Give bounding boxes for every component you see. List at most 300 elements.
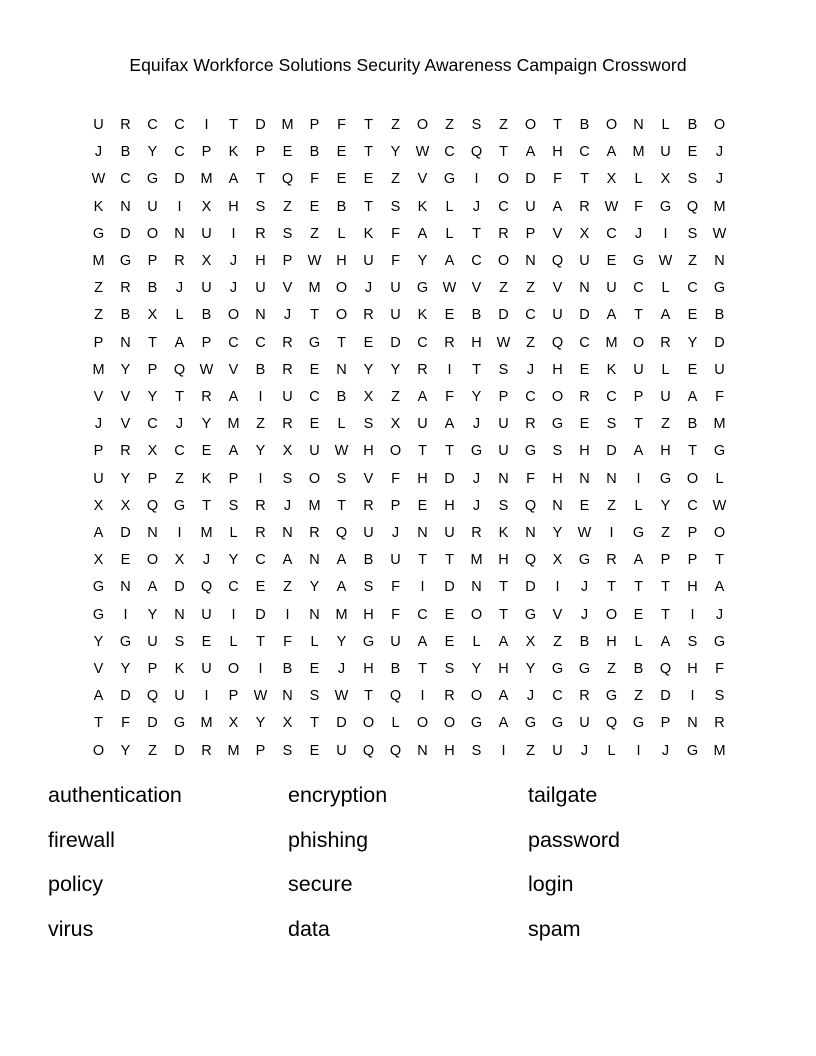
- letter-cell[interactable]: S: [363, 579, 374, 596]
- letter-cell[interactable]: R: [255, 225, 266, 242]
- letter-cell[interactable]: X: [120, 497, 131, 514]
- letter-cell[interactable]: R: [444, 334, 455, 351]
- letter-cell[interactable]: Z: [607, 661, 616, 678]
- letter-cell[interactable]: T: [256, 171, 265, 188]
- letter-cell[interactable]: P: [390, 497, 401, 514]
- word-list-item[interactable]: policy: [48, 872, 103, 896]
- letter-cell[interactable]: S: [498, 361, 509, 378]
- letter-cell[interactable]: A: [714, 579, 725, 596]
- letter-cell[interactable]: T: [688, 443, 697, 460]
- letter-cell[interactable]: S: [498, 497, 509, 514]
- letter-cell[interactable]: N: [282, 688, 293, 705]
- letter-cell[interactable]: G: [119, 633, 132, 650]
- letter-cell[interactable]: D: [579, 307, 590, 324]
- letter-cell[interactable]: H: [687, 579, 698, 596]
- letter-cell[interactable]: T: [94, 715, 103, 732]
- letter-cell[interactable]: L: [634, 497, 643, 514]
- letter-cell[interactable]: O: [713, 117, 726, 133]
- letter-cell[interactable]: J: [580, 742, 589, 759]
- letter-cell[interactable]: N: [120, 334, 131, 351]
- letter-cell[interactable]: G: [92, 606, 105, 623]
- letter-cell[interactable]: A: [417, 225, 428, 242]
- letter-cell[interactable]: Y: [363, 361, 374, 378]
- letter-cell[interactable]: Y: [147, 144, 158, 161]
- letter-cell[interactable]: C: [228, 579, 239, 596]
- letter-cell[interactable]: L: [472, 633, 481, 650]
- letter-cell[interactable]: W: [199, 361, 214, 378]
- letter-cell[interactable]: O: [335, 307, 348, 324]
- letter-cell[interactable]: L: [445, 198, 454, 215]
- letter-cell[interactable]: S: [471, 117, 482, 133]
- letter-cell[interactable]: H: [444, 742, 455, 759]
- letter-cell[interactable]: O: [497, 171, 510, 188]
- letter-cell[interactable]: E: [363, 334, 374, 351]
- letter-cell[interactable]: A: [228, 443, 239, 460]
- letter-cell[interactable]: O: [227, 661, 240, 678]
- letter-cell[interactable]: J: [337, 661, 346, 678]
- letter-cell[interactable]: A: [93, 688, 104, 705]
- letter-cell[interactable]: I: [258, 661, 263, 678]
- letter-cell[interactable]: U: [660, 389, 671, 406]
- letter-cell[interactable]: A: [444, 253, 455, 270]
- letter-cell[interactable]: R: [471, 525, 482, 542]
- letter-cell[interactable]: V: [228, 361, 239, 378]
- word-list-item[interactable]: data: [288, 916, 330, 941]
- letter-cell[interactable]: N: [282, 525, 293, 542]
- letter-cell[interactable]: D: [336, 715, 347, 732]
- letter-cell[interactable]: F: [391, 225, 400, 242]
- letter-cell[interactable]: E: [309, 661, 320, 678]
- letter-cell[interactable]: D: [255, 117, 266, 133]
- letter-cell[interactable]: G: [470, 715, 483, 732]
- letter-cell[interactable]: U: [390, 307, 401, 324]
- letter-cell[interactable]: O: [605, 117, 618, 133]
- letter-cell[interactable]: W: [415, 144, 430, 161]
- letter-cell[interactable]: P: [660, 552, 671, 569]
- letter-cell[interactable]: N: [525, 253, 536, 270]
- letter-cell[interactable]: C: [147, 117, 158, 133]
- letter-cell[interactable]: I: [636, 742, 641, 759]
- letter-cell[interactable]: R: [120, 280, 131, 297]
- letter-cell[interactable]: X: [93, 552, 104, 569]
- letter-cell[interactable]: I: [690, 688, 695, 705]
- letter-cell[interactable]: I: [231, 225, 236, 242]
- letter-cell[interactable]: P: [228, 688, 239, 705]
- letter-cell[interactable]: O: [497, 253, 510, 270]
- letter-cell[interactable]: T: [229, 117, 238, 133]
- letter-cell[interactable]: M: [470, 552, 483, 569]
- letter-cell[interactable]: Z: [391, 389, 400, 406]
- letter-cell[interactable]: D: [525, 579, 536, 596]
- letter-cell[interactable]: V: [282, 280, 293, 297]
- letter-cell[interactable]: Y: [390, 144, 401, 161]
- letter-cell[interactable]: H: [687, 661, 698, 678]
- letter-cell[interactable]: O: [470, 606, 483, 623]
- letter-cell[interactable]: J: [634, 225, 643, 242]
- letter-cell[interactable]: S: [282, 470, 293, 487]
- letter-cell[interactable]: G: [551, 416, 564, 433]
- letter-cell[interactable]: X: [552, 552, 563, 569]
- letter-cell[interactable]: P: [228, 470, 239, 487]
- letter-cell[interactable]: S: [687, 171, 698, 188]
- letter-cell[interactable]: S: [309, 688, 320, 705]
- letter-cell[interactable]: J: [202, 552, 211, 569]
- letter-cell[interactable]: G: [92, 579, 105, 596]
- letter-cell[interactable]: I: [177, 525, 182, 542]
- letter-cell[interactable]: D: [174, 742, 185, 759]
- letter-cell[interactable]: D: [444, 579, 455, 596]
- letter-cell[interactable]: L: [337, 416, 346, 433]
- word-list-item[interactable]: firewall: [48, 827, 115, 852]
- letter-cell[interactable]: O: [416, 117, 429, 133]
- letter-cell[interactable]: E: [309, 742, 320, 759]
- letter-cell[interactable]: W: [712, 225, 727, 242]
- letter-cell[interactable]: E: [255, 579, 266, 596]
- letter-cell[interactable]: G: [713, 633, 726, 650]
- letter-cell[interactable]: T: [418, 552, 427, 569]
- letter-cell[interactable]: Z: [94, 280, 103, 297]
- letter-cell[interactable]: L: [715, 470, 724, 487]
- letter-cell[interactable]: Z: [526, 334, 535, 351]
- letter-cell[interactable]: G: [92, 225, 105, 242]
- letter-cell[interactable]: K: [606, 361, 617, 378]
- letter-cell[interactable]: P: [687, 552, 698, 569]
- letter-cell[interactable]: Y: [201, 416, 212, 433]
- letter-cell[interactable]: C: [147, 416, 158, 433]
- letter-cell[interactable]: S: [282, 225, 293, 242]
- letter-cell[interactable]: L: [634, 171, 643, 188]
- letter-cell[interactable]: N: [498, 470, 509, 487]
- letter-cell[interactable]: H: [660, 443, 671, 460]
- letter-cell[interactable]: A: [633, 552, 644, 569]
- letter-cell[interactable]: U: [363, 525, 374, 542]
- letter-cell[interactable]: U: [336, 742, 347, 759]
- letter-cell[interactable]: R: [120, 443, 131, 460]
- letter-cell[interactable]: J: [526, 361, 535, 378]
- letter-cell[interactable]: T: [445, 443, 454, 460]
- letter-cell[interactable]: S: [552, 443, 563, 460]
- letter-cell[interactable]: V: [93, 661, 104, 678]
- letter-cell[interactable]: D: [147, 715, 158, 732]
- letter-cell[interactable]: D: [525, 171, 536, 188]
- letter-cell[interactable]: K: [93, 198, 104, 215]
- letter-cell[interactable]: T: [499, 579, 508, 596]
- letter-cell[interactable]: Z: [283, 579, 292, 596]
- letter-cell[interactable]: A: [498, 633, 509, 650]
- letter-cell[interactable]: S: [390, 198, 401, 215]
- letter-cell[interactable]: Y: [120, 470, 131, 487]
- letter-cell[interactable]: J: [472, 198, 481, 215]
- letter-cell[interactable]: F: [634, 198, 643, 215]
- letter-cell[interactable]: I: [258, 389, 263, 406]
- letter-cell[interactable]: U: [444, 525, 455, 542]
- letter-cell[interactable]: Q: [605, 715, 618, 732]
- letter-cell[interactable]: A: [336, 552, 347, 569]
- letter-cell[interactable]: N: [471, 579, 482, 596]
- letter-cell[interactable]: Z: [148, 742, 157, 759]
- letter-cell[interactable]: J: [94, 416, 103, 433]
- letter-cell[interactable]: A: [687, 389, 698, 406]
- letter-cell[interactable]: G: [632, 525, 645, 542]
- letter-cell[interactable]: F: [391, 579, 400, 596]
- letter-cell[interactable]: C: [525, 307, 536, 324]
- letter-cell[interactable]: B: [336, 389, 347, 406]
- letter-cell[interactable]: E: [309, 416, 320, 433]
- letter-cell[interactable]: T: [634, 579, 643, 596]
- letter-cell[interactable]: L: [661, 361, 670, 378]
- letter-cell[interactable]: T: [553, 117, 562, 133]
- letter-cell[interactable]: Y: [93, 633, 104, 650]
- letter-cell[interactable]: I: [177, 198, 182, 215]
- letter-cell[interactable]: H: [471, 334, 482, 351]
- letter-cell[interactable]: P: [147, 253, 158, 270]
- letter-cell[interactable]: N: [309, 552, 320, 569]
- letter-cell[interactable]: A: [228, 171, 239, 188]
- letter-cell[interactable]: R: [363, 497, 374, 514]
- letter-cell[interactable]: J: [715, 171, 724, 188]
- letter-cell[interactable]: T: [202, 497, 211, 514]
- letter-cell[interactable]: C: [174, 443, 185, 460]
- letter-cell[interactable]: Y: [309, 579, 320, 596]
- letter-cell[interactable]: B: [363, 552, 374, 569]
- letter-cell[interactable]: Q: [200, 579, 213, 596]
- letter-cell[interactable]: Z: [607, 497, 616, 514]
- letter-cell[interactable]: N: [174, 606, 185, 623]
- letter-cell[interactable]: Z: [310, 225, 319, 242]
- letter-cell[interactable]: K: [228, 144, 239, 161]
- letter-cell[interactable]: Y: [552, 525, 563, 542]
- letter-cell[interactable]: Q: [686, 198, 699, 215]
- letter-cell[interactable]: D: [120, 225, 131, 242]
- letter-cell[interactable]: R: [444, 688, 455, 705]
- letter-cell[interactable]: H: [444, 497, 455, 514]
- letter-cell[interactable]: U: [363, 253, 374, 270]
- letter-cell[interactable]: U: [255, 280, 266, 297]
- letter-cell[interactable]: X: [93, 497, 104, 514]
- letter-cell[interactable]: C: [687, 497, 698, 514]
- letter-cell[interactable]: Q: [551, 334, 564, 351]
- letter-cell[interactable]: Q: [524, 552, 537, 569]
- letter-cell[interactable]: F: [715, 661, 724, 678]
- letter-cell[interactable]: Q: [281, 171, 294, 188]
- letter-cell[interactable]: T: [634, 307, 643, 324]
- letter-cell[interactable]: P: [282, 253, 293, 270]
- letter-cell[interactable]: I: [420, 688, 425, 705]
- letter-cell[interactable]: F: [526, 470, 535, 487]
- letter-cell[interactable]: H: [363, 661, 374, 678]
- letter-cell[interactable]: P: [660, 715, 671, 732]
- letter-cell[interactable]: E: [633, 606, 644, 623]
- letter-cell[interactable]: A: [174, 334, 185, 351]
- letter-cell[interactable]: E: [336, 171, 347, 188]
- letter-cell[interactable]: C: [579, 334, 590, 351]
- letter-cell[interactable]: W: [334, 688, 349, 705]
- letter-cell[interactable]: T: [418, 443, 427, 460]
- letter-cell[interactable]: A: [336, 579, 347, 596]
- letter-cell[interactable]: J: [526, 688, 535, 705]
- letter-cell[interactable]: V: [552, 606, 563, 623]
- letter-cell[interactable]: A: [444, 416, 455, 433]
- letter-cell[interactable]: A: [498, 688, 509, 705]
- letter-cell[interactable]: B: [147, 280, 158, 297]
- letter-cell[interactable]: P: [147, 361, 158, 378]
- letter-cell[interactable]: U: [660, 144, 671, 161]
- letter-cell[interactable]: N: [417, 742, 428, 759]
- letter-cell[interactable]: S: [687, 633, 698, 650]
- letter-cell[interactable]: P: [309, 117, 320, 133]
- letter-cell[interactable]: X: [201, 198, 212, 215]
- letter-cell[interactable]: U: [147, 198, 158, 215]
- letter-cell[interactable]: Y: [525, 661, 536, 678]
- letter-cell[interactable]: B: [687, 117, 698, 133]
- letter-cell[interactable]: C: [174, 144, 185, 161]
- letter-cell[interactable]: Z: [175, 470, 184, 487]
- letter-cell[interactable]: P: [93, 334, 104, 351]
- letter-cell[interactable]: I: [285, 606, 290, 623]
- letter-cell[interactable]: C: [633, 280, 644, 297]
- letter-cell[interactable]: H: [498, 661, 509, 678]
- letter-cell[interactable]: Z: [688, 253, 697, 270]
- letter-cell[interactable]: C: [525, 389, 536, 406]
- letter-cell[interactable]: L: [337, 225, 346, 242]
- letter-cell[interactable]: J: [364, 280, 373, 297]
- letter-cell[interactable]: M: [227, 416, 240, 433]
- letter-cell[interactable]: I: [204, 117, 209, 133]
- letter-cell[interactable]: Q: [389, 688, 402, 705]
- letter-cell[interactable]: P: [498, 389, 509, 406]
- letter-cell[interactable]: Z: [256, 416, 265, 433]
- letter-cell[interactable]: N: [147, 525, 158, 542]
- letter-cell[interactable]: K: [498, 525, 509, 542]
- letter-cell[interactable]: D: [390, 334, 401, 351]
- letter-cell[interactable]: V: [93, 389, 104, 406]
- letter-cell[interactable]: L: [229, 633, 238, 650]
- letter-cell[interactable]: Z: [661, 416, 670, 433]
- letter-cell[interactable]: S: [444, 661, 455, 678]
- letter-cell[interactable]: G: [578, 661, 591, 678]
- letter-cell[interactable]: G: [443, 171, 456, 188]
- letter-cell[interactable]: U: [174, 688, 185, 705]
- letter-cell[interactable]: B: [282, 661, 293, 678]
- letter-cell[interactable]: Q: [524, 497, 537, 514]
- word-list-item[interactable]: secure: [288, 872, 353, 896]
- letter-cell[interactable]: T: [661, 579, 670, 596]
- letter-cell[interactable]: Q: [551, 253, 564, 270]
- letter-cell[interactable]: J: [580, 579, 589, 596]
- letter-cell[interactable]: R: [579, 688, 590, 705]
- letter-cell[interactable]: Q: [173, 361, 186, 378]
- letter-cell[interactable]: I: [474, 171, 479, 188]
- letter-cell[interactable]: E: [579, 497, 590, 514]
- letter-cell[interactable]: A: [552, 198, 563, 215]
- letter-cell[interactable]: O: [227, 307, 240, 324]
- letter-cell[interactable]: F: [310, 171, 319, 188]
- letter-cell[interactable]: C: [228, 334, 239, 351]
- letter-cell[interactable]: Y: [687, 334, 698, 351]
- letter-cell[interactable]: T: [661, 606, 670, 623]
- letter-cell[interactable]: W: [307, 253, 322, 270]
- letter-cell[interactable]: J: [283, 307, 292, 324]
- letter-cell[interactable]: P: [201, 334, 212, 351]
- letter-cell[interactable]: D: [255, 606, 266, 623]
- letter-cell[interactable]: N: [579, 470, 590, 487]
- letter-cell[interactable]: T: [499, 606, 508, 623]
- letter-cell[interactable]: G: [524, 443, 537, 460]
- letter-cell[interactable]: N: [255, 307, 266, 324]
- letter-cell[interactable]: A: [660, 633, 671, 650]
- letter-cell[interactable]: V: [120, 416, 131, 433]
- letter-cell[interactable]: O: [92, 742, 105, 759]
- letter-cell[interactable]: E: [444, 307, 455, 324]
- letter-cell[interactable]: I: [420, 579, 425, 596]
- letter-cell[interactable]: G: [146, 171, 159, 188]
- letter-cell[interactable]: Q: [470, 144, 483, 161]
- letter-cell[interactable]: U: [201, 280, 212, 297]
- letter-cell[interactable]: C: [444, 144, 455, 161]
- letter-cell[interactable]: U: [417, 416, 428, 433]
- letter-cell[interactable]: H: [417, 470, 428, 487]
- letter-cell[interactable]: G: [578, 552, 591, 569]
- letter-cell[interactable]: X: [606, 171, 617, 188]
- word-list-item[interactable]: phishing: [288, 827, 369, 852]
- letter-cell[interactable]: N: [120, 198, 131, 215]
- letter-cell[interactable]: U: [309, 443, 320, 460]
- letter-cell[interactable]: C: [255, 334, 266, 351]
- letter-cell[interactable]: K: [174, 661, 185, 678]
- letter-cell[interactable]: B: [255, 361, 266, 378]
- letter-cell[interactable]: T: [364, 144, 373, 161]
- letter-cell[interactable]: J: [661, 742, 670, 759]
- letter-cell[interactable]: B: [687, 416, 698, 433]
- letter-cell[interactable]: Z: [553, 633, 562, 650]
- letter-cell[interactable]: R: [579, 198, 590, 215]
- letter-cell[interactable]: A: [228, 389, 239, 406]
- letter-cell[interactable]: R: [201, 742, 212, 759]
- letter-cell[interactable]: U: [552, 742, 563, 759]
- letter-cell[interactable]: D: [174, 171, 185, 188]
- letter-cell[interactable]: C: [579, 144, 590, 161]
- letter-cell[interactable]: U: [201, 225, 212, 242]
- letter-cell[interactable]: U: [93, 117, 104, 133]
- letter-cell[interactable]: Z: [499, 280, 508, 297]
- letter-cell[interactable]: M: [92, 361, 105, 378]
- letter-cell[interactable]: T: [364, 198, 373, 215]
- letter-cell[interactable]: V: [552, 225, 563, 242]
- letter-cell[interactable]: I: [636, 470, 641, 487]
- letter-cell[interactable]: W: [442, 280, 457, 297]
- letter-cell[interactable]: M: [200, 171, 213, 188]
- letter-cell[interactable]: G: [713, 280, 726, 297]
- letter-cell[interactable]: O: [713, 525, 726, 542]
- letter-cell[interactable]: V: [120, 389, 131, 406]
- letter-cell[interactable]: T: [364, 688, 373, 705]
- letter-cell[interactable]: R: [120, 117, 131, 133]
- letter-cell[interactable]: P: [147, 661, 158, 678]
- letter-cell[interactable]: N: [174, 225, 185, 242]
- word-list-item[interactable]: spam: [528, 916, 581, 941]
- letter-cell[interactable]: X: [390, 416, 401, 433]
- letter-cell[interactable]: O: [146, 225, 159, 242]
- letter-cell[interactable]: E: [444, 606, 455, 623]
- letter-cell[interactable]: G: [632, 715, 645, 732]
- letter-cell[interactable]: A: [606, 144, 617, 161]
- letter-cell[interactable]: M: [227, 742, 240, 759]
- letter-cell[interactable]: U: [390, 280, 401, 297]
- letter-cell[interactable]: E: [309, 198, 320, 215]
- letter-cell[interactable]: F: [283, 633, 292, 650]
- letter-cell[interactable]: A: [417, 389, 428, 406]
- letter-cell[interactable]: Z: [634, 688, 643, 705]
